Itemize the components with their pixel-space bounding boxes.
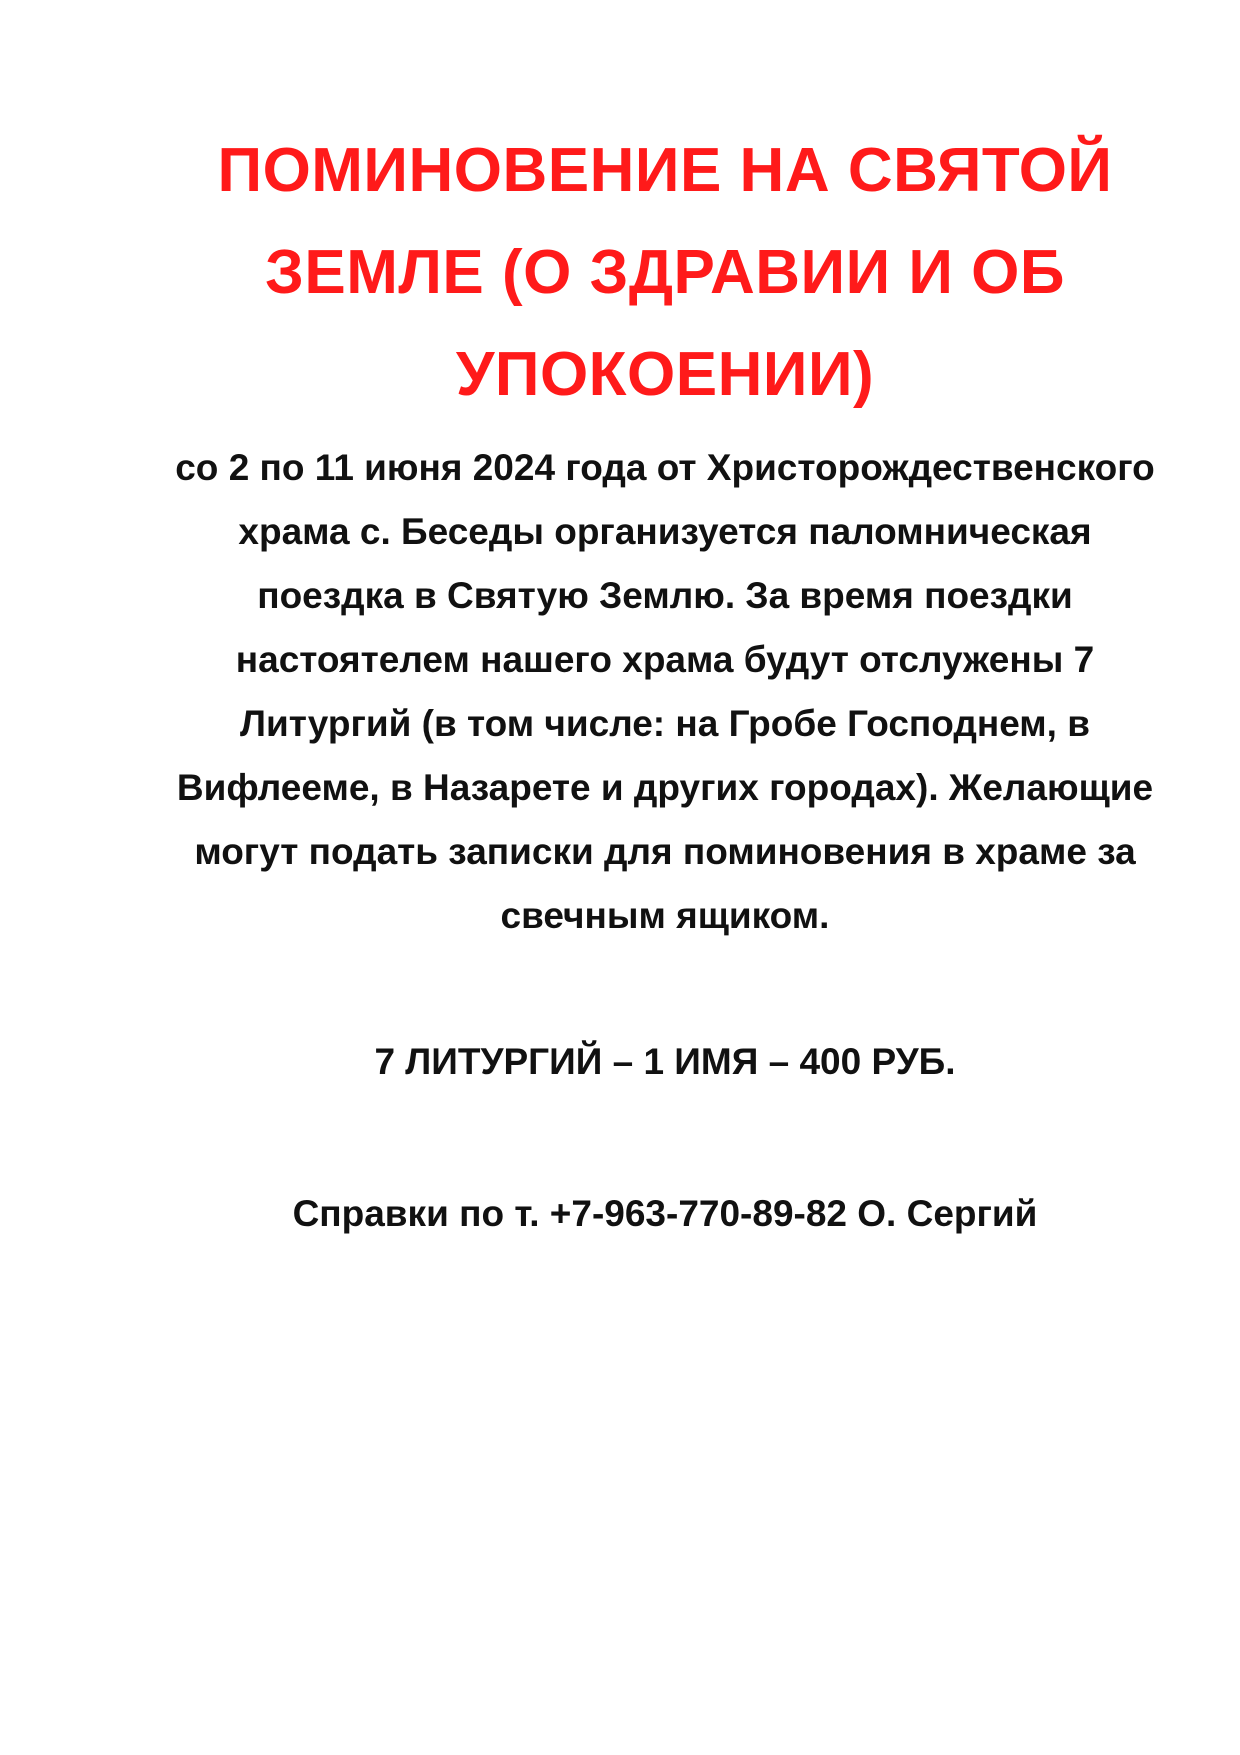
notice-body: со 2 по 11 июня 2024 года от Христорождественского храма с. Беседы организуется паломническая поездка в Святую Землю. За время поездки настоятелем нашего храма будут отслужены 7 Литургий (в том числе: на Гробе Господнем, в Вифлееме, в Назарете и других городах). Желающие могут подать записки для поминовения в храме за свечным ящиком.: [175, 447, 1155, 936]
notice-contact: Справки по т. +7-963-770-89-82 О. Сергий: [292, 1193, 1038, 1234]
notice-price: 7 ЛИТУРГИЙ – 1 ИМЯ – 400 РУБ.: [374, 1041, 956, 1082]
notice-title: ПОМИНОВЕНИЕ НА СВЯТОЙ ЗЕМЛЕ (О ЗДРАВИИ И ОБ УПОКОЕНИИ): [217, 136, 1113, 409]
